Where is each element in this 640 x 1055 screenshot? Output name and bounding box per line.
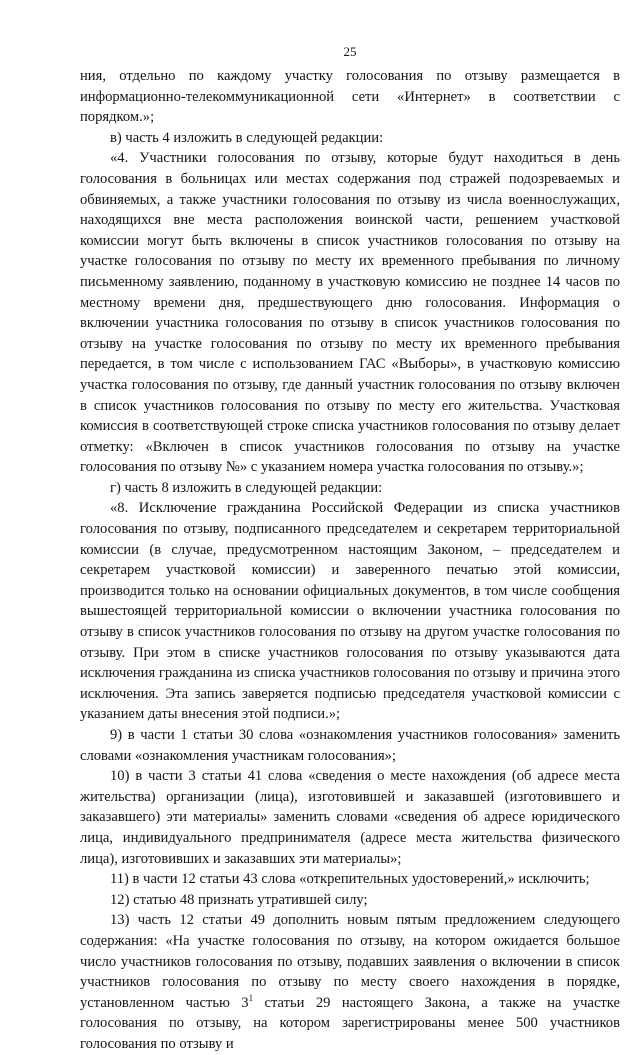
superscript-index: 1 (248, 992, 254, 1003)
paragraph-item-11: 11) в части 12 статьи 43 слова «открепительных удостоверений,» исключить; (110, 871, 590, 888)
paragraph-item-12: 12) статью 48 признать утратившей силу; (110, 891, 368, 908)
page-number: 25 (343, 44, 357, 59)
paragraph-part-8: «8. Исключение гражданина Российской Федерации из списка участников голосования по отзыву, подписанного председателем и секретарем территориальной комиссии (в случае, предусмотренном настоящим Законом, – председателем и секретарем участковой комиссии) и заверенного печатью этой комиссии, производится только на основании официальных документов, в том числе сообщения вышестоящей территориальной комиссии о включении участника голосования по отзыву в список участников голосования по отзыву на другом участке голосования по отзыву. При этом в списке участников голосования по отзыву указываются дата исключения гражданина из списка участников голосования по отзыву и причина этого исключения. Эта запись заверяется подписью председателя участковой комиссии с указанием даты внесения этой подписи.»; (80, 500, 620, 723)
paragraph-item-13 (80, 910, 620, 1054)
paragraph-item-13-tail: статьи 29 настоящего Закона, а также на участке голосования по отзыву, на котором зарегистрированы менее 500 участников голосования по отзыву и (80, 994, 621, 1052)
paragraph-item-v: в) часть 4 изложить в следующей редакции: (110, 129, 384, 146)
paragraph-item-g: г) часть 8 изложить в следующей редакции: (110, 479, 383, 496)
paragraph-item-13-text: 13) часть 12 статьи 49 дополнить новым пятым предложением следующего содержания: «На участке голосования по отзыву, на котором ожидается большое число участников голосования по отзыву, подавших заявления о включении в список участников голосования по отзыву по месту своего нахождения в порядке, установленном частью 3 (80, 912, 620, 1011)
paragraph-item-9: 9) в части 1 статьи 30 слова «ознакомления участников голосования» заменить словами «ознакомления участникам голосования»; (80, 727, 620, 764)
paragraph-item-10: 10) в части 3 статьи 41 слова «сведения о месте нахождения (об адресе места жительства) организации (лица), изготовившей и заказавшей (изготовившего и заказавшего) эти материалы» заменить словами «сведения об адресе юридического лица, индивидуального предпринимателя (адресе места жительства физического лица), изготовивших и заказавших эти материалы»; (80, 768, 620, 867)
paragraph-part-4: «4. Участники голосования по отзыву, которые будут находиться в день голосования в больницах или местах содержания под стражей подозреваемых и обвиняемых, а также участники голосования по отзыву из числа военнослужащих, находящихся вне места расположения воинской части, решением участковой комиссии могут быть включены в список участников голосования по отзыву на участке голосования по отзыву по месту их временного пребывания по личному письменному заявлению, поданному в участковую комиссию не позднее 14 часов по местному времени дня, предшествующего дню голосования. Информация о включении участника голосования по отзыву в список участников голосования по отзыву на участке голосования по отзыву по месту их временного пребывания передается, в том числе с использованием ГАС «Выборы», в участковую комиссию участка голосования по отзыву, где данный участник голосования по отзыву включен в список участников голосования по отзыву по месту его жительства. Участковая комиссия в соответствующей строке списка участников голосования по отзыву делает отметку: «Включен в список участников голосования по отзыву на участке голосования по отзыву №» с указанием номера участка голосования по отзыву.»; (80, 150, 620, 476)
paragraph-continuation: ния, отдельно по каждому участку голосования по отзыву размещается в информационно-телекоммуникационной сети «Интернет» в соответствии с порядком.»; (80, 68, 620, 126)
